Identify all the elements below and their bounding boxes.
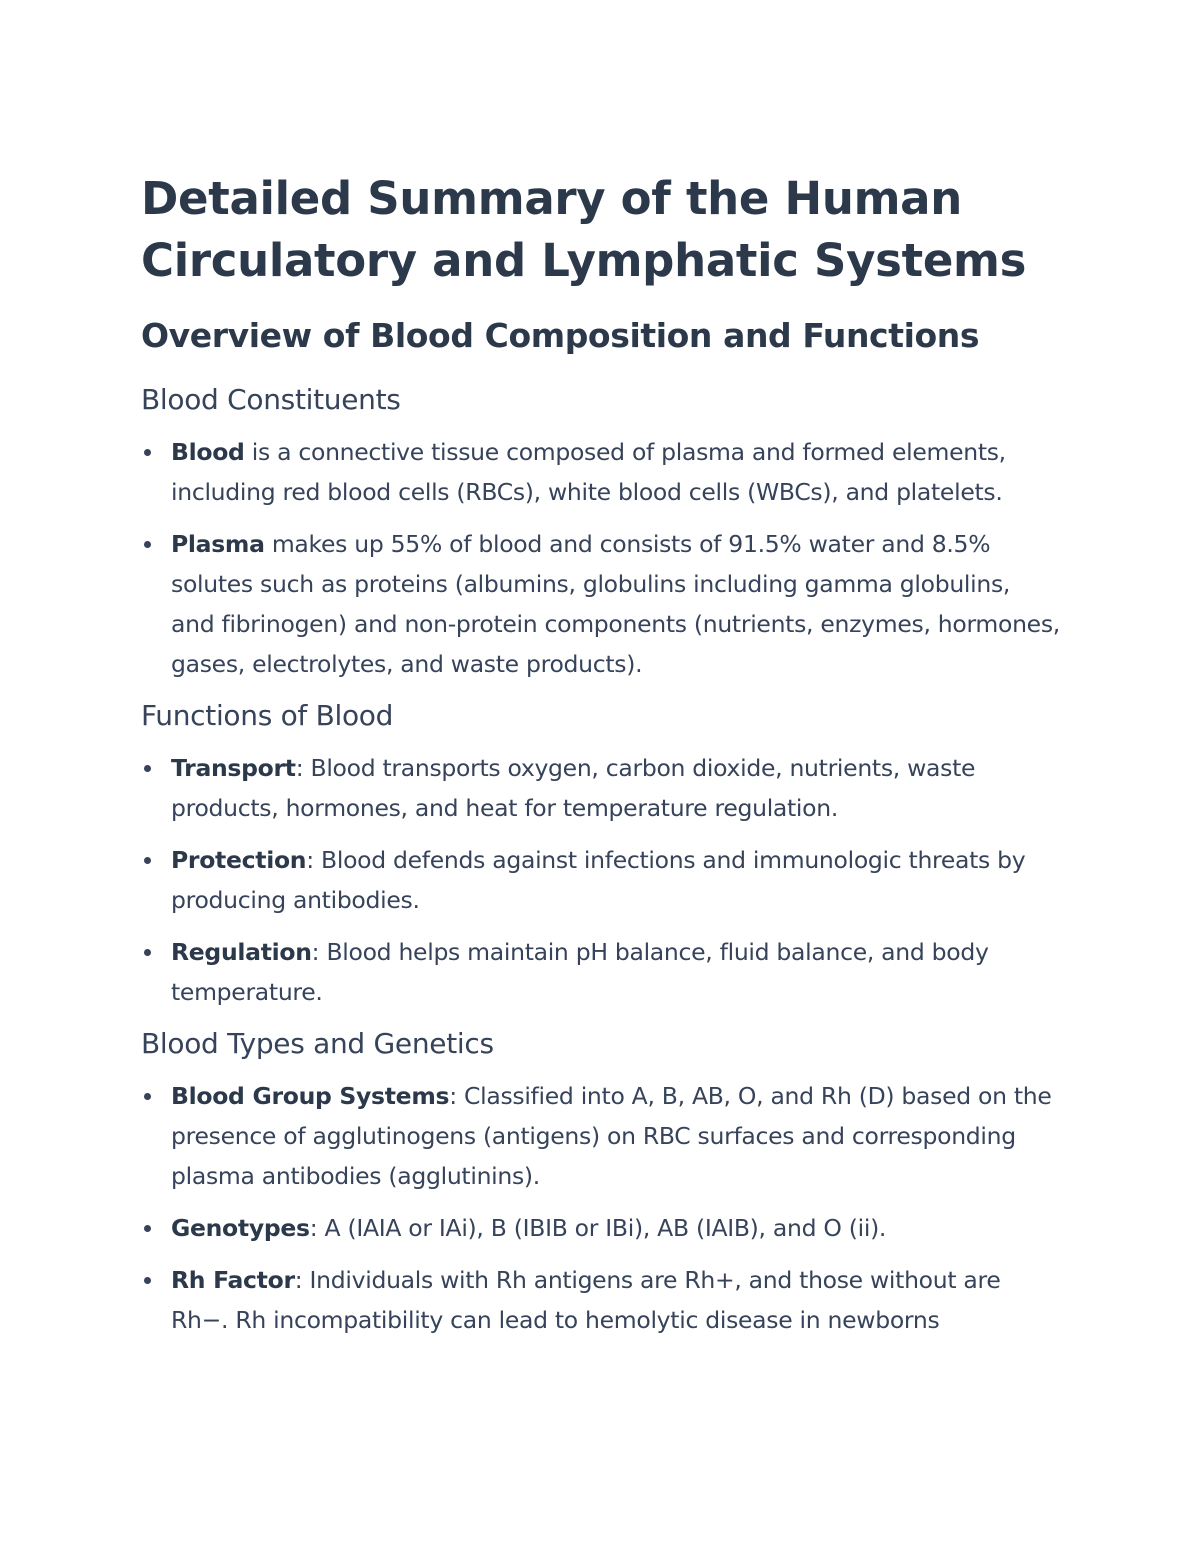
subsection-heading-blood-constituents: Blood Constituents — [141, 383, 401, 416]
bullet-icon — [144, 857, 151, 864]
list-item: Regulation: Blood helps maintain pH balance, fluid balance, and body temperature. — [141, 932, 1060, 1012]
bullet-list-blood-constituents — [141, 432, 1060, 684]
list-item — [141, 524, 1060, 684]
item-text: Individuals with Rh antigens are Rh+, and those without are Rh−. Rh incompatibility can lead to hemolytic disease in newborns — [171, 1266, 1001, 1334]
item-text: Blood helps maintain pH balance, fluid balance, and body temperature. — [171, 938, 989, 1006]
section-heading: Overview of Blood Composition and Functions — [141, 316, 980, 355]
item-text: makes up 55% of blood and consists of 91.5% water and 8.5% solutes such as proteins (albumins, globulins including gamma globulins, and fibrinogen) and non-protein components (nutrients, enzymes, hormones, gases, electrolytes, and waste products). — [171, 530, 1060, 678]
subsection-heading-blood-types-and-genetics: Blood Types and Genetics — [141, 1027, 494, 1060]
bullet-icon — [144, 449, 151, 456]
bullet-icon — [144, 765, 151, 772]
item-text: Blood transports oxygen, carbon dioxide, nutrients, waste products, hormones, and heat for temperature regulation. — [171, 754, 976, 822]
item-term: Protection — [171, 846, 307, 874]
document-title: Detailed Summary of the Human Circulatory and Lymphatic Systems — [141, 172, 1027, 287]
list-item: Genotypes: A (IAIA or IAi), B (IBIB or IBi), AB (IAIB), and O (ii). — [141, 1208, 1060, 1248]
list-item: Transport: Blood transports oxygen, carbon dioxide, nutrients, waste products, hormones, and heat for temperature regulation. — [141, 748, 1060, 828]
item-term: Transport — [171, 754, 296, 782]
item-term: Rh Factor — [171, 1266, 295, 1294]
list-item: Rh Factor: Individuals with Rh antigens are Rh+, and those without are Rh−. Rh incompatibility can lead to hemolytic disease in newborns — [141, 1260, 1060, 1340]
item-term: Blood — [171, 438, 245, 466]
item-text: is a connective tissue composed of plasma and formed elements, including red blood cells (RBCs), white blood cells (WBCs), and platelets. — [171, 438, 1006, 506]
bullet-list-functions-of-blood — [141, 748, 1060, 1012]
item-text: A (IAIA or IAi), B (IBIB or IBi), AB (IAIB), and O (ii). — [324, 1214, 887, 1242]
bullet-icon — [144, 949, 151, 956]
item-text: Blood defends against infections and immunologic threats by producing antibodies. — [171, 846, 1026, 914]
bullet-icon — [144, 1093, 151, 1100]
bullet-list-blood-types-and-genetics — [141, 1076, 1060, 1340]
item-text: Classified into A, B, AB, O, and Rh (D) based on the presence of agglutinogens (antigens) on RBC surfaces and corresponding plasma antibodies (agglutinins). — [171, 1082, 1052, 1190]
list-item — [141, 432, 1060, 512]
item-term: Blood Group Systems — [171, 1082, 450, 1110]
list-item: Protection: Blood defends against infections and immunologic threats by producing antibodies. — [141, 840, 1060, 920]
bullet-icon — [144, 1277, 151, 1284]
item-term: Genotypes — [171, 1214, 310, 1242]
list-item: Blood Group Systems: Classified into A, B, AB, O, and Rh (D) based on the presence of agglutinogens (antigens) on RBC surfaces and corresponding plasma antibodies (agglutinins). — [141, 1076, 1060, 1196]
bullet-icon — [144, 1225, 151, 1232]
subsection-heading-functions-of-blood: Functions of Blood — [141, 699, 394, 732]
item-term: Regulation — [171, 938, 312, 966]
bullet-icon — [144, 541, 151, 548]
item-term: Plasma — [171, 530, 265, 558]
